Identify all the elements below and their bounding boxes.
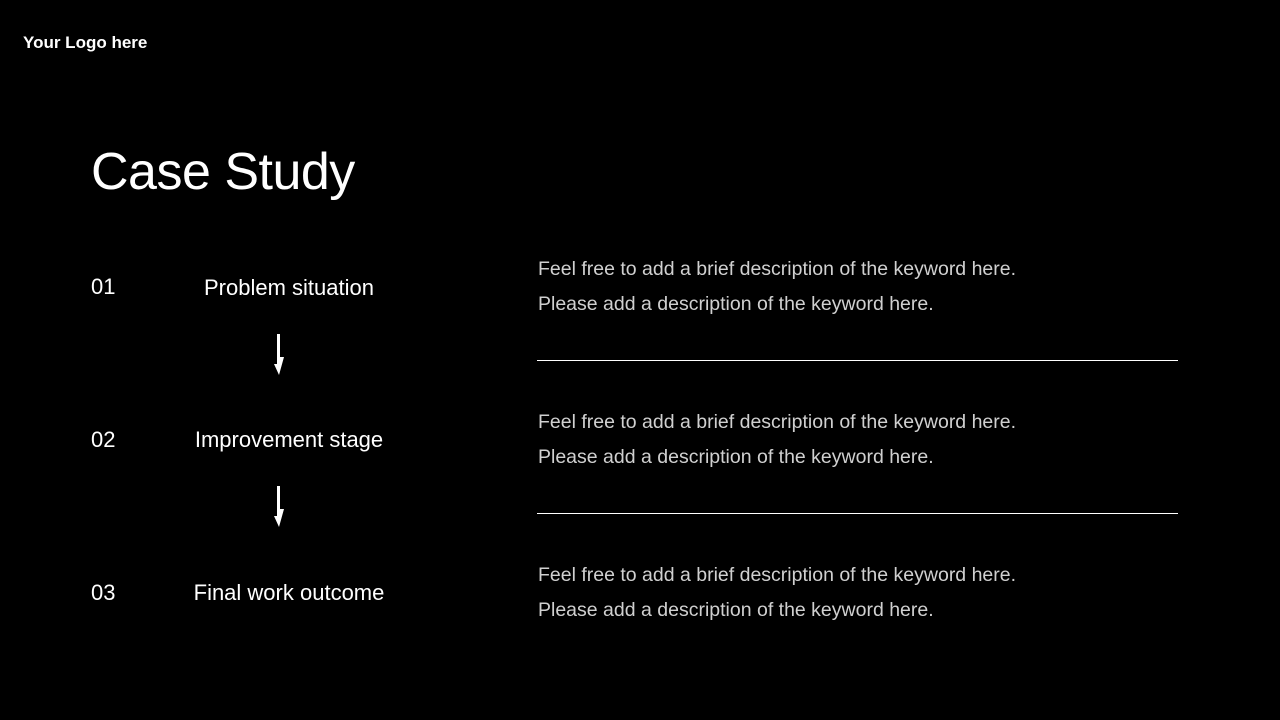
step-number-2: 02 (91, 427, 116, 452)
step-description-3 (538, 558, 1178, 628)
step-description-3-line-1: Feel free to add a brief description of the keyword here. (538, 564, 1017, 586)
step-description-2-line-2: Please add a description of the keyword here. (538, 446, 934, 468)
page-title: Case Study (91, 143, 355, 201)
step-label-3: Final work outcome (193, 580, 385, 605)
step-description-3-line-2: Please add a description of the keyword here. (538, 599, 934, 621)
step-label-2: Improvement stage (194, 427, 384, 452)
step-number-1: 01 (91, 274, 116, 299)
arrow-down-icon (268, 331, 290, 377)
divider-1 (537, 360, 1178, 361)
divider-2 (537, 513, 1178, 514)
step-number-3: 03 (91, 580, 116, 605)
step-description-1-line-1: Feel free to add a brief description of the keyword here. (538, 258, 1017, 280)
step-description-1-line-2: Please add a description of the keyword here. (538, 293, 934, 315)
arrow-down-icon (268, 483, 290, 529)
logo-text: Your Logo here (23, 33, 148, 52)
step-label-1: Problem situation (204, 275, 374, 300)
step-description-2 (538, 405, 1178, 475)
step-description-2-line-1: Feel free to add a brief description of the keyword here. (538, 411, 1017, 433)
step-description-1 (538, 252, 1178, 322)
